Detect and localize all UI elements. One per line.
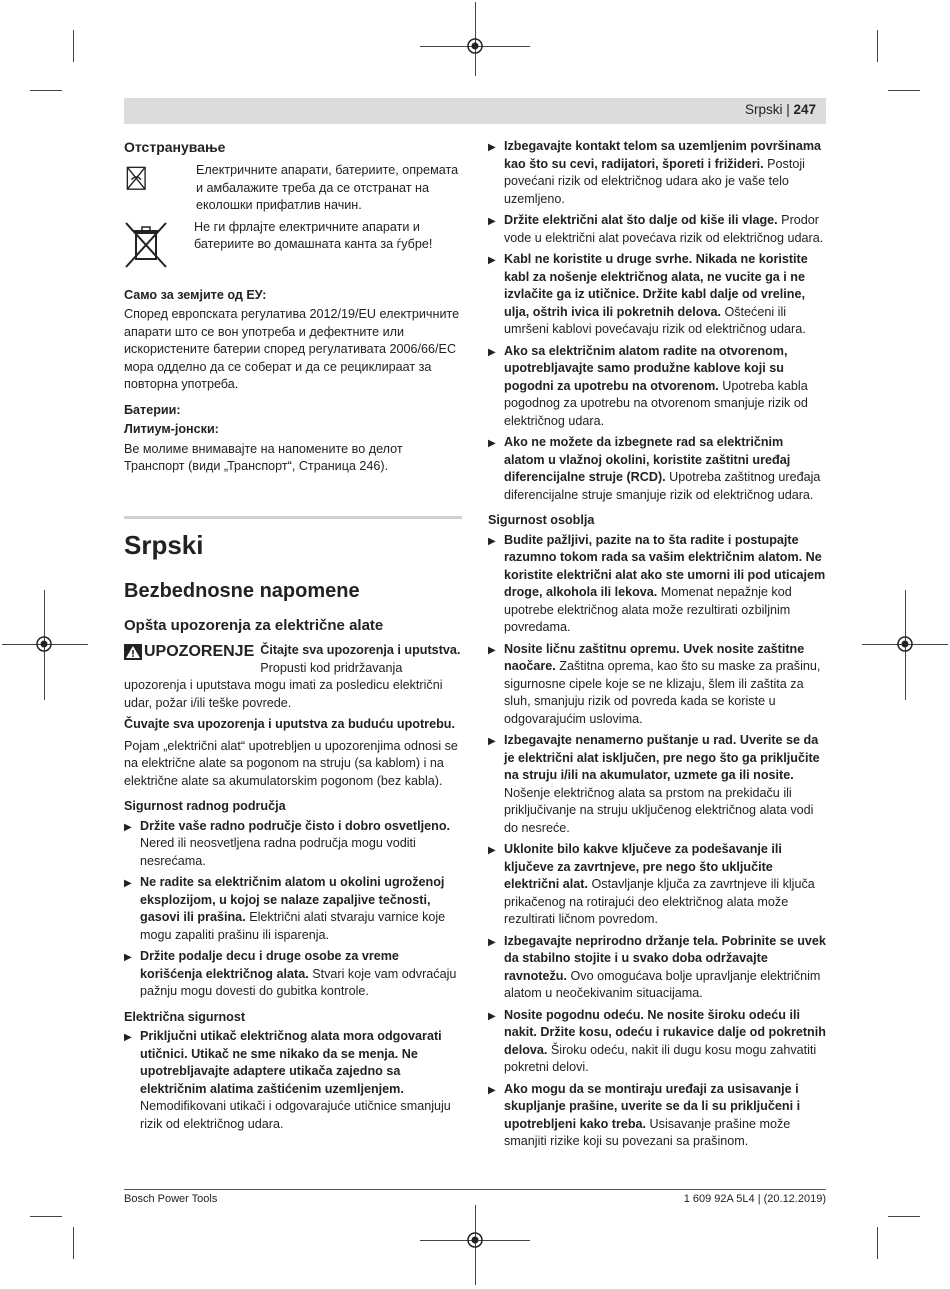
crop-mark <box>877 30 878 62</box>
eu-text: Според европската регулатива 2012/19/EU електричните апарати што се вон употреба и дефектните или искористените батерии според регулативата 2006/66/EC мора одделно да се соберат и да се рециклираат за повторна употреба. <box>124 307 460 391</box>
list-item: ▶ Držite podalje decu i druge osobe za vreme korišćenja električnog alata. Stvari koje vam odvraćaju pažnju mogu dovesti do gubitka kontrole. <box>124 948 462 1001</box>
warning-bold: Čitajte sva upozorenja i uputstva. <box>260 643 461 657</box>
list-item: ▶ Izbegavajte nenamerno puštanje u rad. Uverite se da je električni alat isključen, pre nego što ga priključite na struju i/ili na akumulator, uzmete ga ili nosite. Nošenje električnog alata sa prstom na prekidaču ili priključivanje na struju uključenog električnog alata vodi do nesreće. <box>488 732 826 837</box>
crop-mark <box>73 1227 74 1259</box>
list-item: ▶ Nosite pogodnu odeću. Ne nosite široku odeću ili nakit. Držite kosu, odeću i rukavice dalje od pokretnih delova. Široku odeću, nakit ili dugu kosu mogu zahvatiti pokretni delovi. <box>488 1007 826 1077</box>
warning-word: UPOZORENJE <box>144 643 255 661</box>
registration-mark-icon <box>466 1231 484 1249</box>
footer-brand: Bosch Power Tools <box>124 1193 218 1205</box>
crop-mark <box>877 1227 878 1259</box>
list-item: ▶ Izbegavajte kontakt telom sa uzemljenim površinama kao što su cevi, radijatori, šporeti i frižideri. Postoji povećani rizik od električnog udara ako je vaše telo uzemljeno. <box>488 138 826 208</box>
disposal-row-2 <box>124 219 462 271</box>
page-number: 247 <box>793 102 816 117</box>
warning-label <box>124 642 254 662</box>
crop-mark <box>30 90 62 91</box>
disposal-heading: Отстранување <box>124 139 226 155</box>
list-item: ▶ Držite vaše radno područje čisto i dobro osvetljeno. Nered ili neosvetljena radna područja mogu voditi nesrećama. <box>124 818 462 871</box>
personal-safety-heading: Sigurnost osoblja <box>488 513 595 527</box>
right-column <box>488 138 826 1155</box>
eu-heading: Само за земјите од ЕУ: <box>124 287 267 302</box>
disposal-text-2: Не ги фрлајте електричните апарати и батериите во домашната канта за ѓубре! <box>194 219 433 251</box>
warning-paragraph <box>124 642 462 712</box>
crop-mark <box>30 1216 62 1217</box>
keep-instructions <box>124 716 462 734</box>
disposal-text-1: Електричните апарати, батериите, опремата и амбалажите треба да се отстранат на еколошки прифатлив начин. <box>196 163 459 212</box>
disposal-row-1 <box>124 162 462 215</box>
list-item: ▶ Kabl ne koristite u druge svrhe. Nikada ne koristite kabl za nošenje električnog alata, ne vucite ga i ne izvlačite ga iz utičnice. Držite kabl dalje od vreline, ulja, oštrih ivica ili pokretnih delova. Oštećeni ili umršeni kablovi povećavaju rizik od električnog udara. <box>488 251 826 339</box>
work-area-heading: Sigurnost radnog područja <box>124 799 286 813</box>
warning-triangle-icon <box>124 644 142 660</box>
liion-heading: Литиум-јонски: <box>124 422 219 436</box>
recycle-package-icon <box>126 162 156 200</box>
list-item: ▶ Ako ne možete da izbegnete rad sa električnim alatom u vlažnoj okolini, koristite zaštitni uređaj diferencijalne struje (RCD). Upotreba zaštitnog uređaja diferencijalne struje smanjuje rizik od električnog udara. <box>488 434 826 504</box>
crop-mark <box>73 30 74 62</box>
liion-text: Ве молиме внимавајте на напомените во делот Транспорт (види „Транспорт“, Страница 246). <box>124 441 403 473</box>
list-item: ▶ Ako sa električnim alatom radite na otvorenom, upotrebljavajte samo produžne kablove koji su pogodni za upotrebu na otvorenom. Upotreba kabla pogodnog za upotrebu na otvorenom smanjuje rizik od električnog udara. <box>488 343 826 431</box>
list-item: ▶ Priključni utikač električnog alata mora odgovarati utičnici. Utikač ne sme nikako da se menja. Ne upotrebljavajte adaptere utikača zajedno sa električnim alatima zaštićenim uzemljenjem. Nemodifikovani utikači i odgovarajuće utičnice smanjuju rizik od električnog udara. <box>124 1028 462 1133</box>
general-warnings-heading: Opšta upozorenja za električne alate <box>124 616 384 634</box>
electrical-heading: Električna sigurnost <box>124 1009 246 1024</box>
section-divider <box>124 516 462 519</box>
language-title: Srpski <box>124 529 204 560</box>
crop-mark <box>888 1216 920 1217</box>
left-column <box>124 138 462 1137</box>
registration-mark-icon <box>35 635 53 653</box>
list-item: ▶ Ako mogu da se montiraju uređaji za usisavanje i skupljanje prašine, uverite se da li su priključeni i upotrebljeni kako treba. Usisavanje prašine može smanjiti rizike koji su povezani sa prašinom. <box>488 1081 826 1151</box>
registration-mark-icon <box>466 37 484 55</box>
footer-doc-id: 1 609 92A 5L4 | (20.12.2019) <box>683 1193 826 1205</box>
header-label: Srpski | 247 <box>744 102 816 117</box>
batteries-heading: Батерии: <box>124 402 181 417</box>
warning-text: Propusti kod pridržavanja upozorenja i uputstava mogu imati za posledicu električni udar, požar i/ili teške povrede. <box>124 660 443 710</box>
crop-mark <box>888 90 920 91</box>
list-item: ▶ Ne radite sa električnim alatom u okolini ugroženoj eksplozijom, u kojoj se nalaze zapaljive tečnosti, gasovi ili prašina. Električni alati stvaraju varnice koje mogu zapaliti prašinu ili isparenja. <box>124 874 462 944</box>
list-item: ▶ Držite električni alat što dalje od kiše ili vlage. Prodor vode u električni alat povećava rizik od električnog udara. <box>488 212 826 247</box>
list-item: ▶ Nosite ličnu zaštitnu opremu. Uvek nosite zaštitne naočare. Zaštitna oprema, kao što su maske za prašinu, sigurnosne cipele koje se ne klizaju, šlem ili zaštita za sluh, smanjuju rizik od povreda kada se koriste u odgovarajućim uslovima. <box>488 641 826 729</box>
term-text: Pojam „električni alat“ upotrebljen u upozorenjima odnosi se na električne alate sa pogonom na struju (sa kablom) i na električne alate sa akumulatorskim pogonom (bez kabla). <box>124 738 458 788</box>
list-item: ▶ Uklonite bilo kakve ključeve za podešavanje ili ključeve za zavrtnjeve, pre nego što uključite električni alat. Ostavljanje ključa za zavrtnjeve ili ključa prikačenog na rotirajući deo električnog alata može rezultirati ličnom povredom. <box>488 841 826 929</box>
footer-divider <box>124 1189 826 1190</box>
page-header <box>124 98 826 124</box>
safety-title: Bezbednosne napomene <box>124 579 360 602</box>
registration-mark-icon <box>896 635 914 653</box>
keep-bold: Čuvajte sva upozorenja i uputstva za buduću upotrebu. <box>124 717 455 731</box>
header-language: Srpski <box>744 102 783 117</box>
crossed-bin-icon <box>124 219 168 271</box>
list-item: ▶ Budite pažljivi, pazite na to šta radite i postupajte razumno tokom rada sa vašim električnim alatom. Ne koristite električni alat ako ste umorni ili pod uticajem droge, alkohola ili lekova. Momenat nepažnje kod upotrebe električnog alata može rezultirati ozbiljnim povredama. <box>488 532 826 637</box>
list-item: ▶ Izbegavajte neprirodno držanje tela. Pobrinite se uvek da stabilno stojite i u svako doba održavajte ravnotežu. Ovo omogućava bolje upravljanje električnim alatom u neočekivanim situacijama. <box>488 933 826 1003</box>
